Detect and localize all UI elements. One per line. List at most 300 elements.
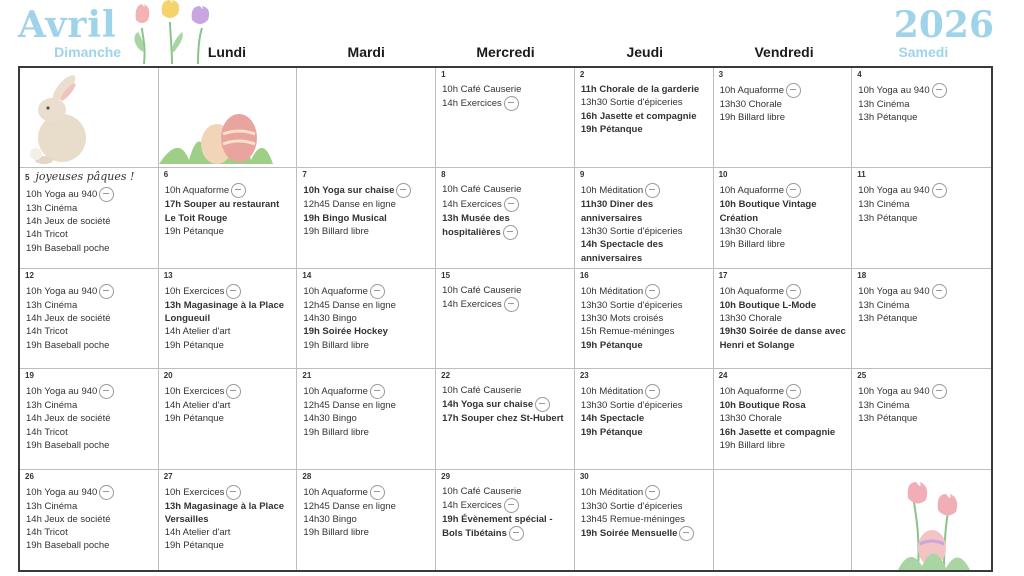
easter-greeting: joyeuses pâques ! bbox=[35, 170, 135, 184]
activity-logo-icon bbox=[503, 225, 518, 240]
event-item bbox=[26, 187, 154, 202]
event-item bbox=[303, 299, 431, 312]
event-list bbox=[580, 485, 709, 542]
event-text: 10h Yoga au 940 bbox=[26, 486, 98, 498]
event-item bbox=[720, 439, 848, 452]
event-item bbox=[303, 384, 431, 399]
activity-logo-icon bbox=[932, 384, 947, 399]
event-item bbox=[858, 183, 987, 198]
event-text: 13h Magasinage à la Place Longueuil bbox=[164, 299, 285, 325]
event-item bbox=[26, 299, 154, 312]
event-item bbox=[442, 197, 570, 212]
event-item bbox=[26, 284, 154, 299]
event-item bbox=[581, 225, 709, 238]
activity-logo-icon bbox=[679, 526, 694, 541]
event-text: 19h Pétanque bbox=[164, 413, 224, 425]
event-item bbox=[165, 183, 293, 198]
event-item bbox=[165, 339, 293, 352]
calendar-day-cell bbox=[297, 269, 436, 369]
event-text: 19h Baseball poche bbox=[26, 440, 110, 452]
event-item bbox=[303, 500, 431, 513]
activity-logo-icon bbox=[509, 526, 524, 541]
event-text: 19h30 Soirée de danse avec Henri et Solange bbox=[719, 326, 846, 351]
event-text: 10h Exercices bbox=[164, 486, 225, 498]
calendar-day-cell bbox=[20, 168, 159, 268]
event-text: 10h Boutique L-Mode bbox=[719, 299, 817, 311]
event-item bbox=[303, 198, 431, 211]
event-text: 14h Spectacle bbox=[580, 413, 645, 425]
day-number: 13 bbox=[163, 270, 173, 280]
event-item bbox=[720, 399, 848, 412]
event-text: 13h Cinéma bbox=[858, 99, 910, 110]
event-text: 13h45 Remue-méninges bbox=[580, 513, 685, 525]
activity-logo-icon bbox=[370, 485, 385, 500]
activity-logo-icon bbox=[504, 197, 519, 212]
event-text: 14h Exercices bbox=[442, 299, 502, 311]
event-text: 13h30 Chorale bbox=[719, 225, 782, 237]
event-item bbox=[442, 397, 570, 412]
event-text: 13h30 Sortie d'épiceries bbox=[580, 500, 683, 512]
day-number: 11 bbox=[857, 170, 866, 180]
event-text: 13h30 Sortie d'épiceries bbox=[580, 225, 683, 237]
event-list bbox=[302, 183, 431, 238]
event-list bbox=[164, 284, 293, 352]
event-item bbox=[165, 225, 293, 238]
event-text: 17h Souper chez St-Hubert bbox=[442, 413, 564, 425]
event-item bbox=[581, 339, 709, 352]
event-list bbox=[25, 187, 154, 255]
event-item bbox=[581, 513, 709, 526]
activity-logo-icon bbox=[99, 284, 114, 299]
event-list bbox=[302, 384, 431, 439]
event-text: 14h Atelier d'art bbox=[164, 400, 231, 412]
activity-logo-icon bbox=[370, 384, 385, 399]
month-title: Avril bbox=[18, 4, 117, 46]
weekday-label: Jeudi bbox=[626, 44, 664, 60]
event-item bbox=[858, 384, 987, 399]
event-item bbox=[858, 299, 987, 312]
event-list bbox=[302, 485, 431, 540]
event-text: 13h Cinéma bbox=[26, 500, 78, 512]
event-text: 10h Boutique Vintage Création bbox=[719, 199, 817, 224]
event-text: 13h Pétanque bbox=[858, 212, 918, 224]
event-item bbox=[303, 284, 431, 299]
event-item bbox=[165, 299, 293, 326]
event-item bbox=[26, 500, 154, 513]
calendar-day-cell bbox=[436, 68, 575, 168]
event-item bbox=[165, 539, 293, 552]
activity-logo-icon bbox=[504, 297, 519, 312]
activity-logo-icon bbox=[932, 183, 947, 198]
event-item bbox=[858, 83, 987, 98]
event-item bbox=[303, 325, 431, 338]
event-item bbox=[720, 426, 848, 439]
weekday-label: Samedi bbox=[898, 44, 949, 60]
day-number: 21 bbox=[302, 371, 312, 381]
calendar-day-cell bbox=[159, 269, 298, 369]
day-number: 6 bbox=[163, 170, 169, 180]
event-item bbox=[303, 513, 431, 526]
event-item bbox=[303, 225, 431, 238]
event-text: 13h Cinéma bbox=[858, 199, 910, 211]
event-text: 14h30 Bingo bbox=[303, 413, 357, 425]
activity-logo-icon bbox=[504, 498, 519, 513]
event-list bbox=[25, 284, 154, 352]
event-item bbox=[581, 123, 709, 136]
event-item bbox=[26, 399, 154, 412]
event-text: 13h30 Sortie d'épiceries bbox=[580, 400, 683, 412]
activity-logo-icon bbox=[786, 384, 801, 399]
event-text: 13h Pétanque bbox=[858, 313, 918, 325]
event-text: 12h45 Danse en ligne bbox=[303, 400, 396, 412]
event-text: 14h Exercices bbox=[442, 198, 502, 210]
day-number: 28 bbox=[302, 471, 312, 481]
event-text: 10h Yoga au 940 bbox=[858, 185, 930, 197]
activity-logo-icon bbox=[226, 284, 241, 299]
day-number: 2 bbox=[579, 70, 585, 79]
event-list bbox=[441, 284, 570, 312]
calendar-empty-cell bbox=[714, 470, 853, 570]
event-text: 10h Aquaforme bbox=[164, 185, 230, 197]
activity-logo-icon bbox=[645, 183, 660, 198]
calendar-day-cell bbox=[714, 269, 853, 369]
event-text: 10h Méditation bbox=[580, 285, 644, 297]
calendar-day-cell bbox=[159, 168, 298, 268]
event-item bbox=[720, 384, 848, 399]
calendar-day-cell bbox=[852, 168, 991, 268]
day-number: 5 bbox=[25, 173, 30, 183]
calendar-empty-cell bbox=[159, 68, 298, 168]
event-text: 11h30 Dîner des anniversaires bbox=[580, 199, 654, 224]
event-text: 13h Cinéma bbox=[858, 299, 910, 311]
event-item bbox=[720, 299, 848, 312]
event-text: 10h Méditation bbox=[580, 486, 644, 498]
event-text: 13h Pétanque bbox=[858, 413, 918, 425]
event-text: 13h30 Chorale bbox=[719, 99, 782, 110]
event-text: 19h Billard libre bbox=[303, 339, 369, 351]
calendar-day-cell bbox=[159, 369, 298, 469]
activity-logo-icon bbox=[645, 284, 660, 299]
calendar-day-cell bbox=[436, 470, 575, 570]
activity-logo-icon bbox=[99, 485, 114, 500]
event-list bbox=[857, 83, 987, 125]
day-number: 10 bbox=[718, 170, 728, 180]
day-number: 22 bbox=[441, 371, 451, 381]
event-item bbox=[442, 485, 570, 498]
event-item bbox=[442, 498, 570, 513]
activity-logo-icon bbox=[645, 485, 660, 500]
event-text: 12h45 Danse en ligne bbox=[303, 199, 396, 211]
activity-logo-icon bbox=[786, 284, 801, 299]
weekday-label: Mardi bbox=[347, 44, 385, 60]
event-text: 10h Café Causerie bbox=[442, 284, 522, 296]
day-number: 29 bbox=[441, 471, 451, 481]
calendar-day-cell bbox=[714, 369, 853, 469]
day-number: 18 bbox=[857, 270, 867, 280]
event-text: 12h45 Danse en ligne bbox=[303, 299, 396, 311]
day-number: 25 bbox=[857, 371, 867, 381]
event-item bbox=[303, 426, 431, 439]
event-text: 10h Café Causerie bbox=[442, 485, 522, 497]
calendar-day-cell bbox=[575, 269, 714, 369]
event-text: 13h Musée des hospitalières bbox=[442, 212, 510, 238]
event-list bbox=[857, 384, 987, 426]
event-text: 10h Boutique Rosa bbox=[719, 400, 806, 412]
event-text: 10h Aquaforme bbox=[719, 85, 784, 97]
event-text: 10h Aquaforme bbox=[303, 386, 368, 398]
event-item bbox=[26, 339, 154, 352]
event-item bbox=[581, 312, 709, 325]
weekday-label: Dimanche bbox=[54, 44, 122, 60]
day-number: 30 bbox=[579, 471, 589, 481]
event-item bbox=[581, 198, 709, 225]
calendar-empty-cell bbox=[20, 68, 159, 168]
event-text: 19h Pétanque bbox=[164, 540, 224, 552]
event-item bbox=[303, 412, 431, 425]
event-item bbox=[26, 228, 154, 241]
event-item bbox=[858, 312, 987, 325]
event-item bbox=[720, 238, 848, 251]
event-text: 13h30 Sortie d'épiceries bbox=[580, 97, 683, 109]
day-number: 23 bbox=[579, 371, 589, 381]
event-item bbox=[165, 325, 293, 338]
event-text: 19h Pétanque bbox=[580, 123, 643, 135]
day-number: 26 bbox=[25, 471, 34, 481]
event-item bbox=[858, 212, 987, 225]
easter-eggs-illustration bbox=[159, 94, 295, 168]
event-text: 19h Billard libre bbox=[719, 112, 786, 124]
calendar-day-cell bbox=[20, 269, 159, 369]
event-item bbox=[26, 215, 154, 228]
event-item bbox=[581, 284, 709, 299]
event-item bbox=[26, 384, 154, 399]
calendar-day-cell bbox=[436, 369, 575, 469]
event-item bbox=[26, 513, 154, 526]
bunny-illustration bbox=[26, 72, 96, 164]
calendar-day-cell bbox=[575, 369, 714, 469]
weekday-header bbox=[18, 44, 993, 64]
event-text: 11h Chorale de la garderie bbox=[580, 84, 700, 95]
day-number: 16 bbox=[579, 270, 589, 280]
event-text: 10h Aquaforme bbox=[303, 285, 368, 297]
year-title: 2026 bbox=[893, 4, 994, 46]
day-number: 20 bbox=[163, 371, 173, 381]
event-text: 14h Exercices bbox=[442, 98, 502, 110]
event-item bbox=[26, 242, 154, 255]
event-item bbox=[442, 96, 570, 111]
event-text: 19h Pétanque bbox=[580, 339, 643, 351]
event-item bbox=[720, 225, 848, 238]
calendar-day-cell bbox=[852, 269, 991, 369]
event-text: 14h Tricot bbox=[26, 229, 68, 241]
event-list bbox=[164, 485, 293, 553]
event-text: 14h Jeux de société bbox=[26, 513, 111, 525]
event-text: 19h Billard libre bbox=[303, 426, 369, 438]
calendar-empty-cell bbox=[852, 470, 991, 570]
event-text: 13h Cinéma bbox=[26, 202, 78, 214]
event-list bbox=[441, 485, 570, 542]
day-number: 27 bbox=[163, 471, 173, 481]
event-list bbox=[302, 284, 431, 352]
event-text: 14h Jeux de société bbox=[26, 413, 111, 425]
activity-logo-icon bbox=[231, 183, 246, 198]
event-item bbox=[442, 212, 570, 240]
event-text: 13h Pétanque bbox=[858, 112, 918, 124]
activity-logo-icon bbox=[370, 284, 385, 299]
event-item bbox=[581, 412, 709, 425]
event-text: 19h Pétanque bbox=[164, 225, 224, 237]
calendar-day-cell bbox=[297, 369, 436, 469]
weekday-label: Vendredi bbox=[754, 44, 814, 60]
calendar-day-cell bbox=[852, 68, 991, 168]
event-item bbox=[858, 284, 987, 299]
event-text: 19h Soirée Hockey bbox=[303, 326, 388, 338]
event-item bbox=[442, 183, 570, 196]
calendar-day-cell bbox=[436, 269, 575, 369]
calendar-day-cell bbox=[20, 470, 159, 570]
event-item bbox=[720, 312, 848, 325]
event-item bbox=[442, 284, 570, 297]
event-text: 13h30 Sortie d'épiceries bbox=[580, 299, 683, 311]
event-text: 10h Méditation bbox=[580, 386, 644, 398]
calendar-day-cell bbox=[159, 470, 298, 570]
day-number bbox=[164, 70, 293, 80]
day-number: 1 bbox=[441, 70, 446, 79]
event-item bbox=[442, 83, 570, 96]
event-text: 10h Café Causerie bbox=[442, 84, 522, 95]
event-list bbox=[580, 284, 709, 352]
event-item bbox=[581, 526, 709, 541]
event-item bbox=[26, 485, 154, 500]
event-item bbox=[165, 412, 293, 425]
event-list bbox=[25, 485, 154, 553]
weekday-label: Lundi bbox=[207, 44, 246, 60]
event-text: 14h Jeux de société bbox=[26, 215, 111, 227]
event-text: 10h Yoga au 940 bbox=[858, 386, 930, 398]
event-item bbox=[581, 384, 709, 399]
day-number bbox=[719, 472, 848, 482]
event-item bbox=[720, 284, 848, 299]
day-number: 4 bbox=[857, 70, 862, 79]
event-item bbox=[303, 485, 431, 500]
event-item bbox=[26, 412, 154, 425]
event-text: 14h30 Bingo bbox=[303, 313, 357, 325]
event-item bbox=[442, 384, 570, 397]
event-text: 10h Yoga au 940 bbox=[858, 85, 930, 97]
weekday-label: Mercredi bbox=[476, 44, 535, 60]
day-number: 19 bbox=[25, 371, 34, 381]
event-list bbox=[580, 384, 709, 439]
event-list bbox=[25, 384, 154, 452]
event-item bbox=[165, 485, 293, 500]
event-text: 10h Yoga au 940 bbox=[26, 188, 98, 200]
event-item bbox=[303, 399, 431, 412]
event-list bbox=[441, 183, 570, 240]
event-item bbox=[720, 111, 848, 124]
event-item bbox=[165, 526, 293, 539]
activity-logo-icon bbox=[535, 397, 550, 412]
day-number bbox=[302, 70, 431, 80]
event-item bbox=[303, 312, 431, 325]
event-item bbox=[858, 412, 987, 425]
event-text: 13h Cinéma bbox=[26, 299, 78, 311]
event-text: 19h Billard libre bbox=[303, 225, 369, 237]
event-item bbox=[720, 412, 848, 425]
event-item bbox=[165, 500, 293, 527]
event-text: 10h Méditation bbox=[580, 185, 644, 197]
event-text: 12h45 Danse en ligne bbox=[303, 500, 396, 512]
activity-logo-icon bbox=[932, 83, 947, 98]
event-text: 10h Aquaforme bbox=[719, 386, 784, 398]
calendar-day-cell bbox=[20, 369, 159, 469]
event-item bbox=[581, 325, 709, 338]
calendar-empty-cell bbox=[297, 68, 436, 168]
event-item bbox=[442, 513, 570, 541]
event-item bbox=[26, 426, 154, 439]
event-text: 13h30 Mots croisés bbox=[580, 313, 664, 325]
event-text: 19h Baseball poche bbox=[26, 339, 110, 351]
day-number: 3 bbox=[718, 70, 724, 79]
day-number: 15 bbox=[441, 270, 451, 280]
calendar-day-cell bbox=[297, 168, 436, 268]
event-text: 17h Souper au restaurant Le Toit Rouge bbox=[164, 199, 280, 224]
event-item bbox=[581, 83, 709, 96]
event-item bbox=[581, 110, 709, 123]
event-item bbox=[858, 198, 987, 211]
event-text: 14h Spectacle des anniversaires bbox=[580, 239, 664, 264]
event-text: 14h Jeux de société bbox=[26, 313, 111, 325]
event-list bbox=[580, 183, 709, 264]
event-item bbox=[581, 96, 709, 109]
activity-logo-icon bbox=[99, 187, 114, 202]
day-number: 12 bbox=[25, 270, 34, 280]
event-item bbox=[303, 526, 431, 539]
event-text: 14h Atelier d'art bbox=[164, 326, 231, 338]
event-item bbox=[581, 183, 709, 198]
event-item bbox=[581, 500, 709, 513]
calendar-day-cell bbox=[714, 68, 853, 168]
event-item bbox=[165, 284, 293, 299]
event-item bbox=[581, 426, 709, 439]
calendar-day-cell bbox=[852, 369, 991, 469]
event-item bbox=[720, 183, 848, 198]
event-item bbox=[858, 98, 987, 111]
event-text: 19h Billard libre bbox=[303, 527, 369, 539]
event-item bbox=[26, 312, 154, 325]
event-item bbox=[165, 198, 293, 225]
event-text: 13h30 Chorale bbox=[719, 413, 782, 425]
event-text: 10h Exercices bbox=[164, 386, 225, 398]
event-item bbox=[303, 339, 431, 352]
event-text: 19h Baseball poche bbox=[26, 540, 110, 552]
event-item bbox=[442, 297, 570, 312]
event-text: 10h Yoga sur chaise bbox=[303, 185, 395, 197]
event-text: 13h Cinéma bbox=[858, 400, 910, 412]
event-list bbox=[719, 384, 848, 452]
event-text: 13h Cinéma bbox=[26, 400, 78, 412]
event-text: 19h Billard libre bbox=[719, 440, 786, 452]
activity-logo-icon bbox=[396, 183, 411, 198]
event-list bbox=[441, 83, 570, 111]
event-text: 16h Jasette et compagnie bbox=[719, 426, 836, 438]
event-text: 14h Tricot bbox=[26, 527, 68, 539]
day-number: 17 bbox=[718, 270, 728, 280]
event-list bbox=[857, 183, 987, 225]
event-list bbox=[719, 83, 848, 125]
event-item bbox=[26, 526, 154, 539]
calendar-day-cell bbox=[575, 168, 714, 268]
event-text: 13h Magasinage à la Place Versailles bbox=[164, 500, 285, 525]
